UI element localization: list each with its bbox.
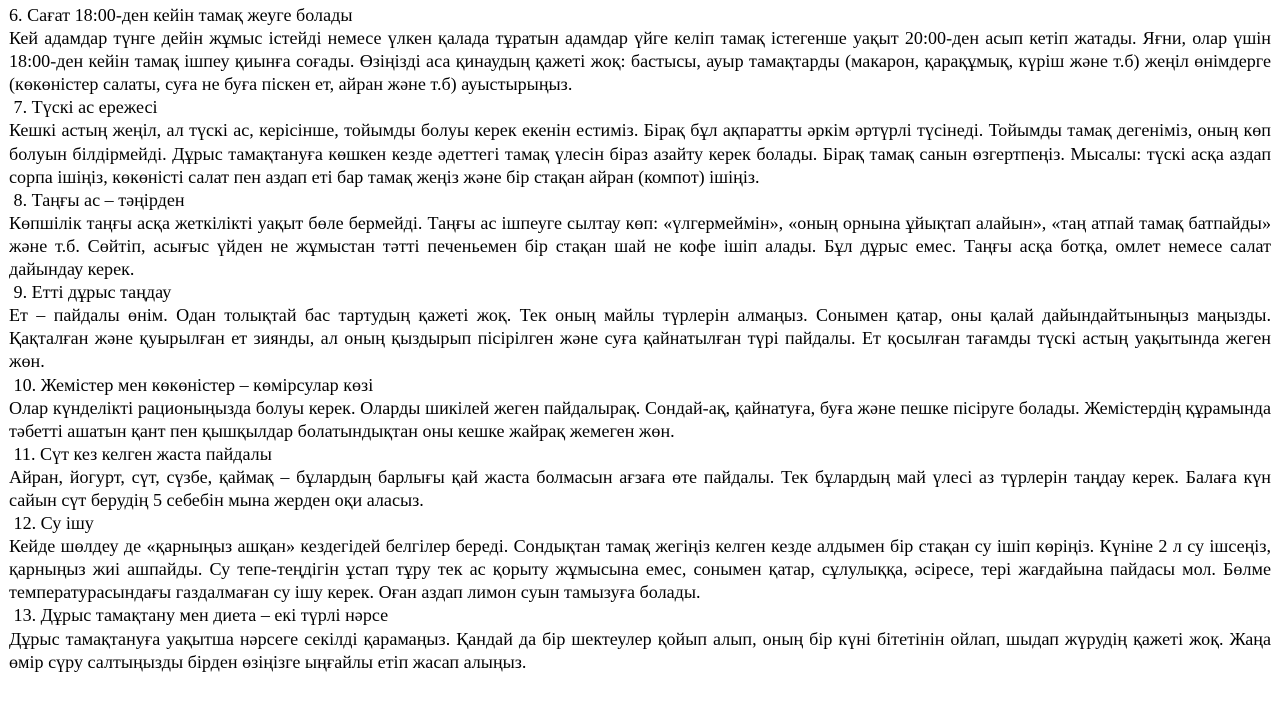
section-paragraph: Дұрыс тамақтануға уақытша нәрсеге секілді қарамаңыз. Қандай да бір шектеулер қойып алып, оның бір күні бітетінін ойлап, шыдап жүрудің қажеті жоқ. Жаңа өмір сүру салтыңызды бірден өзіңізге ыңғайлы етіп жасап алыңыз.: [9, 628, 1271, 672]
section-heading: 10. Жемістер мен көкөністер – көмірсулар көзі: [9, 374, 374, 395]
section-12-water: [9, 512, 1271, 604]
section-heading: 13. Дұрыс тамақтану мен диета – екі түрлі нәрсе: [9, 605, 389, 626]
section-paragraph: Ет – пайдалы өнім. Одан толықтай бас тартудың қажеті жоқ. Тек оның майлы түрлерін алмаңыз. Сонымен қатар, оны қалай дайындайтыныңыз маңызды. Қақталған және қуырылған ет зиянды, ал оның қыздырып пісірілген және суға қайнатылған түрі пайдалы. Ет қосылған тағамды түскі астың уақытында жеген жөн.: [9, 305, 1271, 372]
section-paragraph: Кейде шөлдеу де «қарныңыз ашқан» кездегідей белгілер береді. Сондықтан тамақ жегіңіз келген кезде алдымен бір стақан су ішіп көріңіз. Күніне 2 л су ішсеңіз, қарныңыз жиі ашпайды. Су тепе-теңдігін ұстап тұру тек ас қорыту жұмысына емес, сонымен қатар, сұлулыққа, әсіресе, тері жағдайына пайдасы мол. Бөлме температурасындағы газдалмаған су ішу керек. Оған аздап лимон суын тамызуға болады.: [9, 536, 1271, 603]
section-10-fruits-vegetables: [9, 374, 1271, 443]
document-page: [9, 4, 1271, 716]
section-heading: 6. Сағат 18:00-ден кейін тамақ жеуге болады: [9, 5, 353, 25]
section-7-lunch-rule: [9, 96, 1271, 188]
section-11-milk: [9, 443, 1271, 512]
section-paragraph: Көпшілік таңғы асқа жеткілікті уақыт бөле бермейді. Таңғы ас ішпеуге сылтау көп: «үлгермеймін», «оның орнына ұйықтап алайын», «таң атпай тамақ батпайды» және т.б. Сөйтіп, асығыс үйден не жұмыстан тәтті печеньемен бір стақан шай не кофе ішіп алады. Бұл дұрыс емес. Таңғы асқа ботқа, омлет немесе салат дайындау керек.: [9, 212, 1271, 280]
section-paragraph: Кей адамдар түнге дейін жұмыс істейді немесе үлкен қалада тұратын адамдар үйге келіп тамақ істегенше уақыт 20:00-ден асып кетіп жатады. Яғни, олар үшін 18:00-ден кейін тамақ ішпеу қиынға соғады. Өзіңізді аса қинаудың қажеті жоқ: бастысы, ауыр тамақтарды (макарон, қарақұмық, күріш және т.б) жеңіл өнімдерге (көкөністер салаты, суға не буға піскен ет, айран және т.б) ауыстырыңыз.: [9, 28, 1271, 95]
section-13-nutrition-vs-diet: [9, 604, 1271, 673]
section-heading: 7. Түскі ас ережесі: [9, 97, 158, 118]
section-paragraph: Олар күнделікті рационыңызда болуы керек. Оларды шикілей жеген пайдалырақ. Сондай-ақ, қайнатуға, буға және пешке пісіруге болады. Жемістердің құрамында тәбетті ашатын қант пен қышқылдар болатындықтан оны кешке жайрақ жемеген жөн.: [9, 397, 1271, 441]
section-9-choosing-meat: [9, 281, 1271, 373]
section-heading: 12. Су ішу: [9, 513, 94, 534]
section-heading: 9. Етті дұрыс таңдау: [9, 282, 172, 303]
section-paragraph: Айран, йогурт, сүт, сүзбе, қаймақ – бұлардың барлығы қай жаста болмасын ағзаға өте пайдалы. Тек бұлардың май үлесі аз түрлерін таңдау керек. Балаға күн сайын сүт берудің 5 себебін мына жерден оқи аласыз.: [9, 466, 1271, 510]
section-heading: 11. Сүт кез келген жаста пайдалы: [9, 443, 272, 464]
section-6-dinner-after-18: [9, 4, 1271, 96]
section-8-breakfast: [9, 189, 1271, 281]
section-paragraph: Кешкі астың жеңіл, ал түскі ас, керісінше, тойымды болуы керек екенін естиміз. Бірақ бұл ақпаратты әркім әртүрлі түсінеді. Тойымды тамақ дегеніміз, оның көп болуын білдірмейді. Дұрыс тамақтануға көшкен кезде әдеттегі тамақ үлесін біраз азайту керек болады. Бірақ тамақ санын өзгертпеңіз. Мысалы: түскі асқа аздап сорпа ішіңіз, көкөністі салат пен аздап еті бар тамақ жеңіз және бір стақан айран (компот) ішіңіз.: [9, 120, 1271, 187]
section-heading: 8. Таңғы ас – тәңірден: [9, 189, 185, 210]
